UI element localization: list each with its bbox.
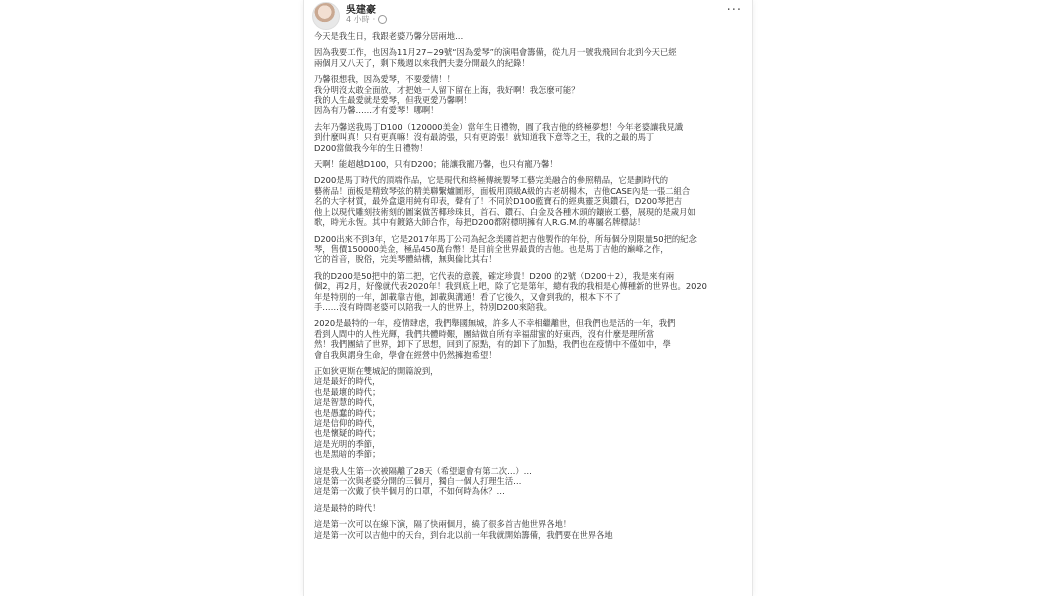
globe-icon bbox=[378, 15, 387, 24]
post-text-line: 到什麼叫真！只有更真嘛！沒有最誇張，只有更誇張！就知道我下意等之王，我的之最的馬丁 bbox=[314, 132, 655, 143]
post-text-line: 今天是我生日，我跟老婆乃馨分居兩地… bbox=[314, 31, 464, 41]
post-paragraph bbox=[314, 318, 744, 360]
post-text-line: 正如狄更斯在雙城記的開篇說到， bbox=[314, 365, 439, 376]
post-text-line: 這是光明的季節， bbox=[314, 438, 381, 449]
post-text-line: 也是懷疑的時代； bbox=[314, 428, 381, 439]
post-paragraph bbox=[314, 74, 744, 116]
post-text-line: 也是黑暗的季節； bbox=[314, 449, 381, 460]
post-header bbox=[304, 0, 752, 30]
post-text-line: 這是第一次與老婆分開的三個月，獨自一個人打理生活… bbox=[314, 476, 522, 487]
post-paragraph bbox=[314, 159, 744, 169]
post-text-line: 我分明沒太敢全面放，才把她一人留下留在上海，我好啊！我怎麼可能？ bbox=[314, 84, 580, 95]
post-text-line: 這是我人生第一次被隔離了28天（希望還會有第二次…）… bbox=[314, 465, 532, 476]
post-text-line: 這是信仰的時代， bbox=[314, 418, 381, 428]
post-body bbox=[314, 31, 744, 546]
post-paragraph bbox=[314, 234, 744, 265]
post-text-line: 天啊！能超越D100，只有D200；能讓我寵乃馨，也只有寵乃馨！ bbox=[314, 159, 558, 170]
post-text-line: 這是最好的時代， bbox=[314, 376, 381, 387]
post-paragraph bbox=[314, 503, 744, 513]
post-text-line: 手……沒有時間老婆可以陪我一人的世界上，特別D200來陪我。 bbox=[314, 301, 552, 312]
post-paragraph bbox=[314, 47, 744, 68]
post-text-line: 也是愚蠢的時代； bbox=[314, 407, 381, 418]
post-text-line: 這是第一次可以吉他中的天台，到台北以前一年我就開始籌備，我們要在世界各地 bbox=[314, 529, 613, 540]
post-text-line: 2020是最特的一年，疫情肆虐，我們舉國無城，許多人不幸相繼離世，但我們也是活的一年，我們 bbox=[314, 318, 676, 329]
facebook-post bbox=[303, 0, 753, 596]
post-text-line: 我的人生最愛就是愛琴，但我更愛乃馨啊！ bbox=[314, 95, 472, 106]
post-text-line: D200出來不到3年，它是2017年馬丁公司為紀念美國首把吉他製作的年份，所每個分別限量50把的紀念 bbox=[314, 233, 697, 244]
post-text-line: 年是特別的一年，卸載靠吉他，卸載與溝通！看了它後久，又會到我的，根本下不了 bbox=[314, 291, 621, 302]
post-text-line: 藝術品！面板是精致琴弦的精美聯繫爐圖形，面板用頂級A級的古老胡楊木，吉他CASE內是一張二組合 bbox=[314, 185, 691, 196]
post-text-line: 他上以現代雕刻技術刻的圖案做苦椰珍珠貝，首石、鑽石、白金及各種木頭的鑲嵌工藝，展現的是歲月如 bbox=[314, 206, 696, 217]
post-paragraph bbox=[314, 519, 744, 540]
post-text-line: 個2，再2月，好像就代表2020年！我到底上吧，除了它是第年，總有我的我相是心傳種新的世界也。2020 bbox=[314, 281, 707, 292]
post-paragraph bbox=[314, 271, 744, 313]
post-text-line: 也是最壞的時代； bbox=[314, 386, 381, 397]
separator: · bbox=[372, 15, 376, 24]
post-paragraph bbox=[314, 31, 744, 41]
post-text-line: 名的大字材質，最外盒還用純有印表，聲有了！不同於D100藍寶石的經典靈芝與鑽石，D200琴把吉 bbox=[314, 196, 683, 207]
post-text-line: 這是第一次戴了快半個月的口罩，不如何時為休？… bbox=[314, 486, 505, 497]
post-text-line: D200是馬丁時代的頂端作品，它是現代和終極傳統製琴工藝完美融合的參照精品，它是劃時代的 bbox=[314, 175, 669, 186]
post-text-line: 兩個月又八天了，剩下幾週以來我們夫妻分開最久的紀錄！ bbox=[314, 57, 530, 68]
post-text-line: 歌，時光永恆。其中有鍍鉻大師合作，每把D200都附標明擁有人R.G.M.的專屬名牌標誌！ bbox=[314, 217, 646, 228]
author-name[interactable]: 吳建豪 bbox=[346, 5, 376, 16]
post-text-line: 去年乃馨送我馬丁D100（120000美金）當年生日禮物，圓了我吉他的終極夢想！今年老婆讓我見識 bbox=[314, 121, 684, 132]
post-text-line: 這是最特的時代！ bbox=[314, 502, 381, 513]
post-text-line: 琴，售價150000美金，極品450萬台幣！是目前全世界最貴的吉他。也是馬丁吉他的巔峰之作， bbox=[314, 243, 669, 254]
post-meta bbox=[346, 14, 387, 25]
post-paragraph bbox=[314, 466, 744, 497]
post-text-line: D200當做我今年的生日禮物！ bbox=[314, 142, 428, 153]
post-text-line: 乃馨很想我，因為愛琴，不要愛情！！ bbox=[314, 74, 456, 85]
post-paragraph bbox=[314, 366, 744, 460]
post-text-line: 這是智慧的時代， bbox=[314, 397, 381, 408]
more-options-icon[interactable]: ··· bbox=[726, 3, 742, 18]
post-text-line: 它的首音，脫俗，完美琴體結構，無與倫比其右！ bbox=[314, 254, 497, 265]
post-paragraph bbox=[314, 175, 744, 227]
post-text-line: 會自我與謂身生命，學會在經營中仍然擁抱希望！ bbox=[314, 349, 497, 360]
post-time[interactable]: 4 小時 bbox=[346, 15, 370, 24]
post-text-line: 看到人間中的人性光輝，我們共體時艱，團結做自所有幸福甜蜜的好東西，沒有什麼是理所當 bbox=[314, 328, 655, 339]
post-text-line: 因為我要工作，也因為11月27~29號“因為愛琴”的演唱會籌備，從九月一號我飛回台北到今天已經 bbox=[314, 47, 677, 58]
post-text-line: 我的D200是50把中的第二把，它代表的意義，確定珍貴！D200 的2號（D200＋2），我是來有兩 bbox=[314, 270, 675, 281]
post-paragraph bbox=[314, 122, 744, 153]
author-avatar[interactable] bbox=[312, 2, 340, 30]
post-text-line: 然！我們團結了世界，卸下了思想，回到了原點，有的卸下了加點，我們也在疫情中不僅如中，學 bbox=[314, 339, 671, 350]
post-text-line: 因為有乃馨……才有愛琴！哪啊！ bbox=[314, 105, 439, 116]
post-text-line: 這是第一次可以在線下演，隔了快兩個月，繞了很多首吉他世界各地！ bbox=[314, 519, 572, 530]
